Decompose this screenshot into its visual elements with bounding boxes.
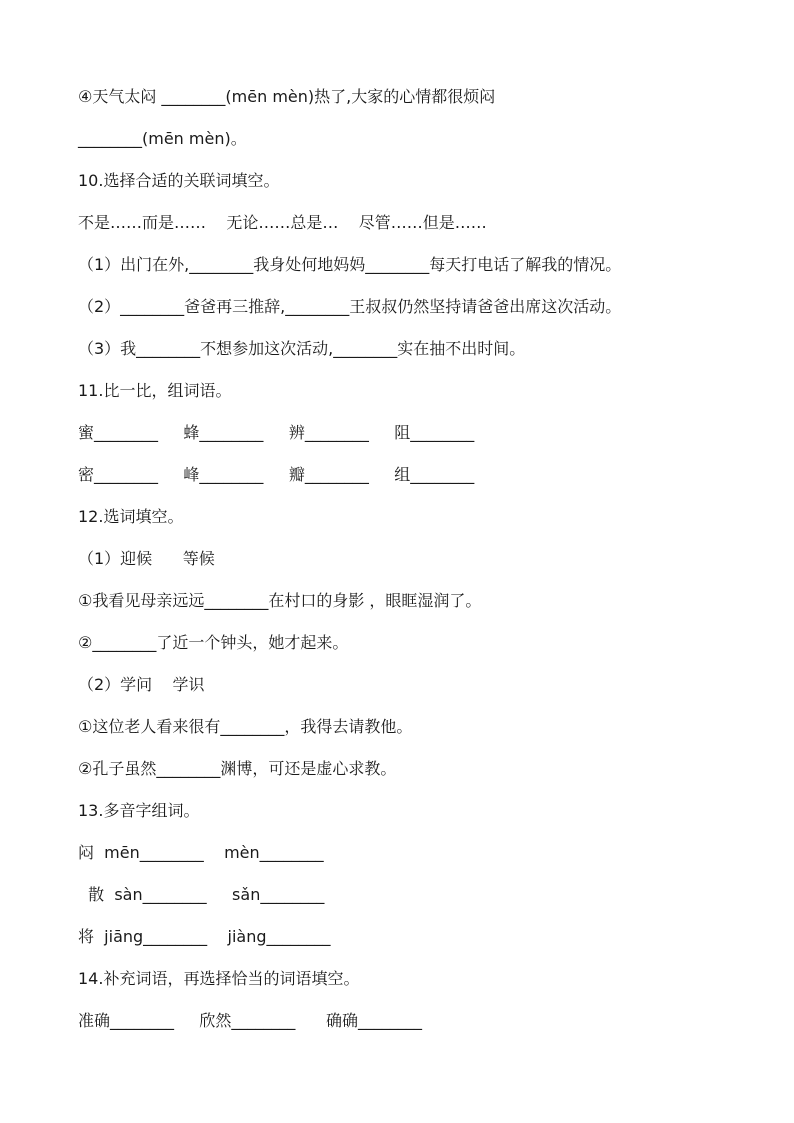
q11-heading: 11.比一比，组词语。 (78, 381, 232, 400)
q14-heading: 14.补充词语，再选择恰当的词语填空。 (78, 969, 360, 988)
q14-words: 准确________ 欣然________ 确确________ (78, 1011, 422, 1030)
q13-row-jiang: 将 jiāng________ jiàng________ (78, 927, 331, 946)
q13-heading: 13.多音字组词。 (78, 801, 200, 820)
q10-heading: 10.选择合适的关联词填空。 (78, 171, 280, 190)
q9-item4-line2: ________(mēn mèn)。 (78, 129, 247, 148)
q12-part1-options: （1）迎候 等候 (78, 549, 215, 568)
q12-part2-item2: ②孔子虽然________渊博，可还是虚心求教。 (78, 759, 397, 778)
q12-part2-options: （2）学问 学识 (78, 675, 205, 694)
q12-heading: 12.选词填空。 (78, 507, 184, 526)
q10-item3: （3）我________不想参加这次活动,________实在抽不出时间。 (78, 339, 526, 358)
q13-row-men: 闷 mēn________ mèn________ (78, 843, 324, 862)
q9-item4-line1: ④天气太闷 ________(mēn mèn)热了,大家的心情都很烦闷 (78, 87, 496, 106)
q13-row-san: 散 sàn________ sǎn________ (78, 885, 325, 904)
q10-options: 不是……而是…… 无论……总是… 尽管……但是…… (78, 213, 487, 232)
q12-part1-item1: ①我看见母亲远远________在村口的身影 ，眼眶湿润了。 (78, 591, 482, 610)
q12-part1-item2: ②________了近一个钟头，她才起来。 (78, 633, 349, 652)
q11-row2: 密________ 峰________ 瓣________ 组________ (78, 465, 475, 484)
q11-row1: 蜜________ 蜂________ 辨________ 阻________ (78, 423, 475, 442)
q12-part2-item1: ①这位老人看来很有________，我得去请教他。 (78, 717, 413, 736)
q10-item1: （1）出门在外,________我身处何地妈妈________每天打电话了解我的情况。 (78, 255, 622, 274)
q10-item2: （2）________爸爸再三推辞,________王叔叔仍然坚持请爸爸出席这次活动。 (78, 297, 622, 316)
